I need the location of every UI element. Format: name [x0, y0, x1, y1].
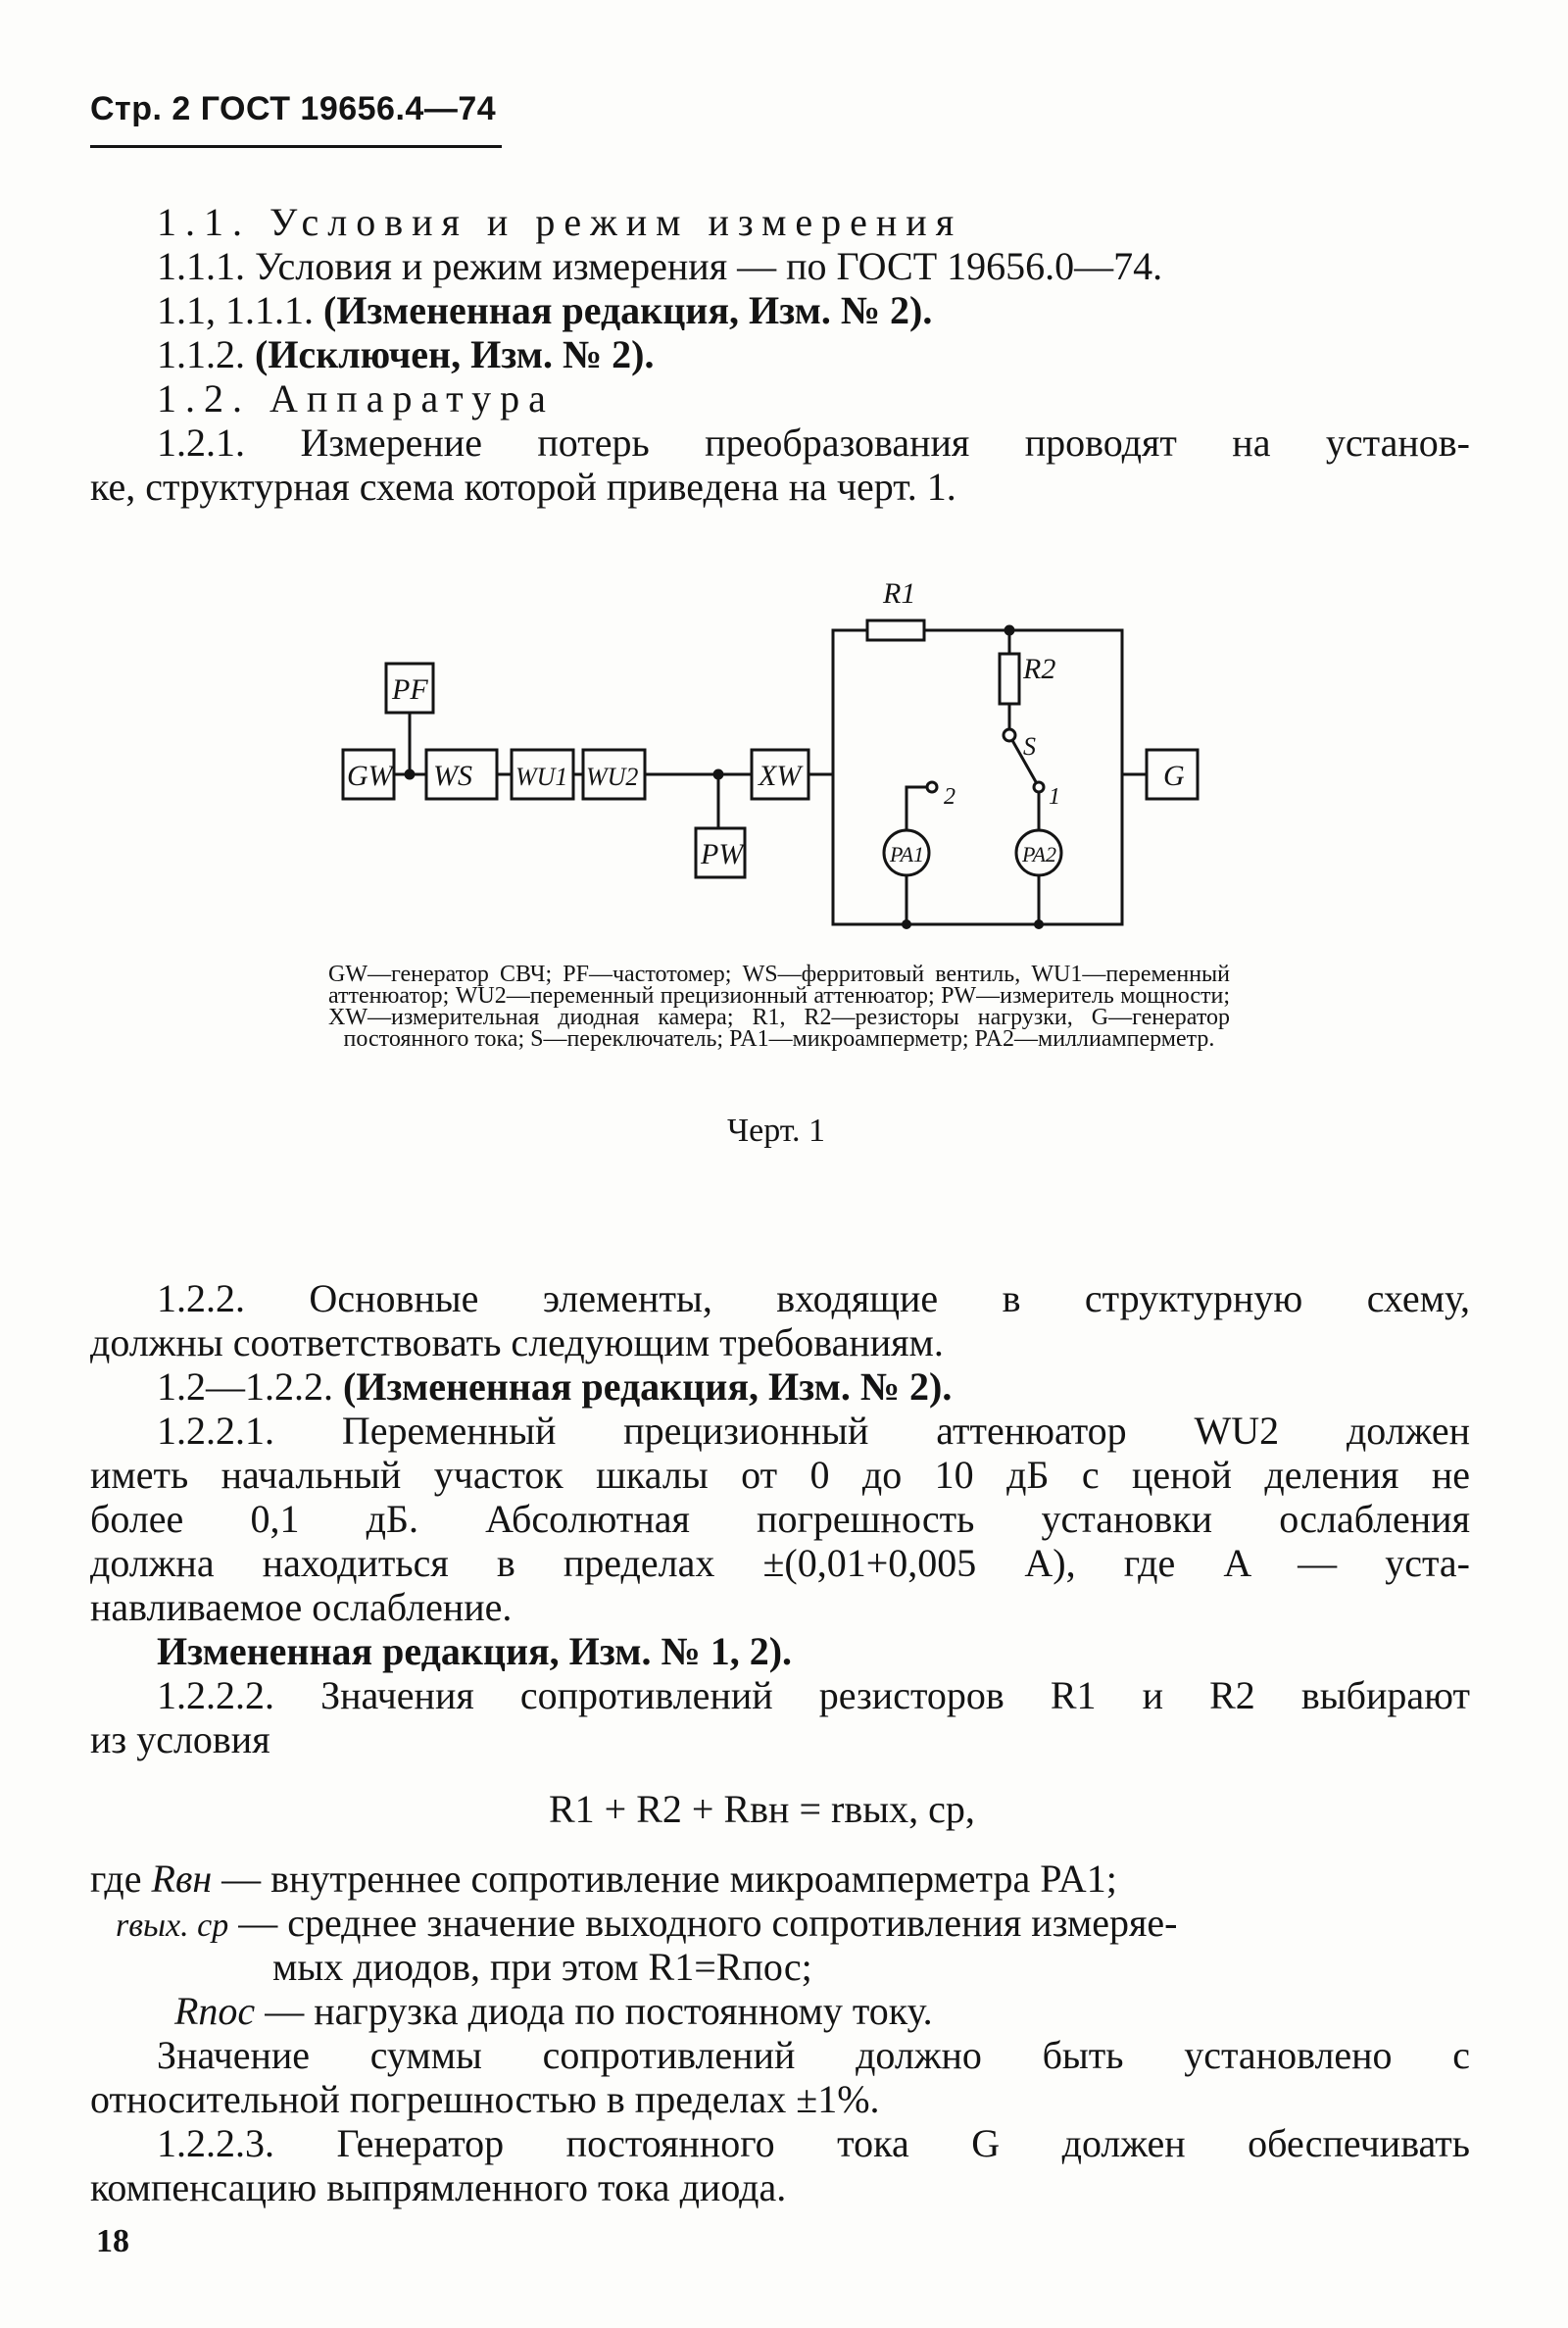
label-pos2: 2 — [944, 784, 956, 810]
figure-number: Черт. 1 — [727, 1113, 826, 1149]
header-rule — [90, 145, 502, 148]
label-g: G — [1163, 760, 1185, 792]
note-1-1-number: 1.1, 1.1.1. — [157, 288, 314, 332]
label-pa2: PA2 — [1022, 842, 1057, 867]
definition-term-r-vn: Rвн — [151, 1857, 213, 1901]
para-sum-line1: Значение суммы сопротивлений должно быть установлено с — [157, 2033, 1470, 2077]
para-1-1-2-number: 1.1.2. — [157, 332, 245, 376]
formula-resistance: R1 + R2 + Rвн = rвых, ср, — [549, 1787, 975, 1831]
resistor-r1 — [867, 620, 924, 640]
definition-text-r-vn: — внутреннее сопротивление микроамперметра PA1; — [221, 1857, 1117, 1901]
junction-dot — [1036, 921, 1043, 928]
junction-dot — [406, 770, 414, 778]
definition-r-pos — [174, 1990, 933, 2033]
para-1-2-2-3-line2: компенсацию выпрямленного тока диода. — [90, 2165, 787, 2209]
wire-loop-bottom — [833, 774, 1122, 924]
definition-lead: где — [90, 1857, 142, 1901]
label-pos1: 1 — [1049, 784, 1060, 810]
para-1-2-2-2-line2: из условия — [90, 1717, 270, 1761]
note-1-2-2 — [157, 1365, 952, 1409]
para-1-1-2-text: (Исключен, Изм. № 2). — [255, 332, 655, 376]
label-pf: PF — [392, 673, 428, 706]
note-1-2-2-text: (Измененная редакция, Изм. № 2). — [343, 1364, 953, 1409]
junction-dot — [1005, 626, 1013, 634]
label-pa1: PA1 — [890, 842, 925, 867]
para-1-2-1-line1: 1.2.1. Измерение потерь преобразования проводят на установ- — [157, 421, 1470, 465]
note-1-2-2-1: Измененная редакция, Изм. № 1, 2). — [157, 1629, 793, 1673]
definition-r-vyh — [116, 1902, 1177, 1948]
para-1-1-1: 1.1.1. Условия и режим измерения — по ГОСТ 19656.0—74. — [157, 244, 1163, 288]
page-number: 18 — [96, 2223, 129, 2259]
para-1-2-2-1-line2: иметь начальный участок шкалы от 0 до 10 дБ с ценой деления не — [90, 1453, 1470, 1497]
note-1-1-text: (Измененная редакция, Изм. № 2). — [323, 288, 933, 332]
para-1-2-2-1-line1: 1.2.2.1. Переменный прецизионный аттенюатор WU2 должен — [157, 1409, 1470, 1453]
label-pw: PW — [701, 838, 744, 870]
para-1-2-2-line1: 1.2.2. Основные элементы, входящие в структурную схему, — [157, 1276, 1470, 1320]
para-1-2-1-line2: ке, структурная схема которой приведена на черт. 1. — [90, 465, 956, 509]
definition-text-r-vyh-line1: — среднее значение выходного сопротивления измеряе- — [238, 1901, 1178, 1945]
para-1-2-2-1-line5: навливаемое ослабление. — [90, 1585, 513, 1629]
note-1-1 — [157, 289, 932, 332]
definition-r-vn — [90, 1857, 1117, 1901]
para-1-2-2-line2: должны соответствовать следующим требованиям. — [90, 1320, 944, 1364]
definition-text-r-pos: — нагрузка диода по постоянному току. — [265, 1989, 933, 2033]
note-1-2-2-number: 1.2—1.2.2. — [157, 1364, 333, 1409]
switch-contact-1 — [1034, 782, 1044, 792]
switch-contact-2 — [927, 782, 937, 792]
resistor-r2 — [1000, 654, 1019, 704]
junction-dot — [904, 921, 910, 928]
block-diagram — [323, 564, 1235, 941]
definition-term-r-vyh: rвых. ср — [116, 1907, 229, 1944]
para-1-2-2-2-line1: 1.2.2.2. Значения сопротивлений резисторов R1 и R2 выбирают — [157, 1673, 1470, 1717]
definition-term-r-pos: Rпос — [174, 1989, 256, 2033]
wire-loop-left-top — [833, 630, 867, 774]
para-1-2-2-3-line1: 1.2.2.3. Генератор постоянного тока G должен обеспечивать — [157, 2121, 1470, 2165]
label-r1: R1 — [883, 577, 916, 610]
running-header: Стр. 2 ГОСТ 19656.4—74 — [90, 90, 497, 127]
label-xw: XW — [759, 760, 802, 792]
label-gw: GW — [347, 760, 393, 792]
heading-1-2: 1.2. Аппаратура — [157, 376, 555, 421]
para-1-2-2-1-line3: более 0,1 дБ. Абсолютная погрешность установки ослабления — [90, 1497, 1470, 1541]
heading-1-1: 1.1. Условия и режим измерения — [157, 200, 963, 244]
para-sum-line2: относительной погрешностью в пределах ±1%. — [90, 2077, 880, 2121]
label-wu1: WU1 — [515, 763, 568, 791]
junction-dot — [714, 770, 722, 778]
definition-r-vyh-line2: мых диодов, при этом R1=Rпос; — [272, 1945, 812, 1989]
switch-pivot — [1004, 729, 1015, 741]
wire-pos2-pa1 — [906, 787, 927, 830]
label-ws: WS — [433, 760, 472, 792]
label-r2: R2 — [1023, 653, 1056, 685]
label-wu2: WU2 — [586, 763, 639, 791]
label-s: S — [1023, 732, 1036, 761]
para-1-1-2 — [157, 333, 654, 376]
para-1-2-2-1-line4: должна находиться в пределах ±(0,01+0,005 A), где A — уста- — [90, 1541, 1470, 1585]
figure-caption: GW—генератор СВЧ; PF—частотомер; WS—ферритовый вентиль, WU1—переменный аттенюатор; WU2—переменный прецизионный аттенюатор; PW—измеритель мощности; XW—измерительная диодная камера; R1, R2—резисторы нагрузки, G—генератор постоянного тока; S—переключатель; PA1—микроамперметр; PA2—миллиамперметр. — [328, 962, 1230, 1052]
